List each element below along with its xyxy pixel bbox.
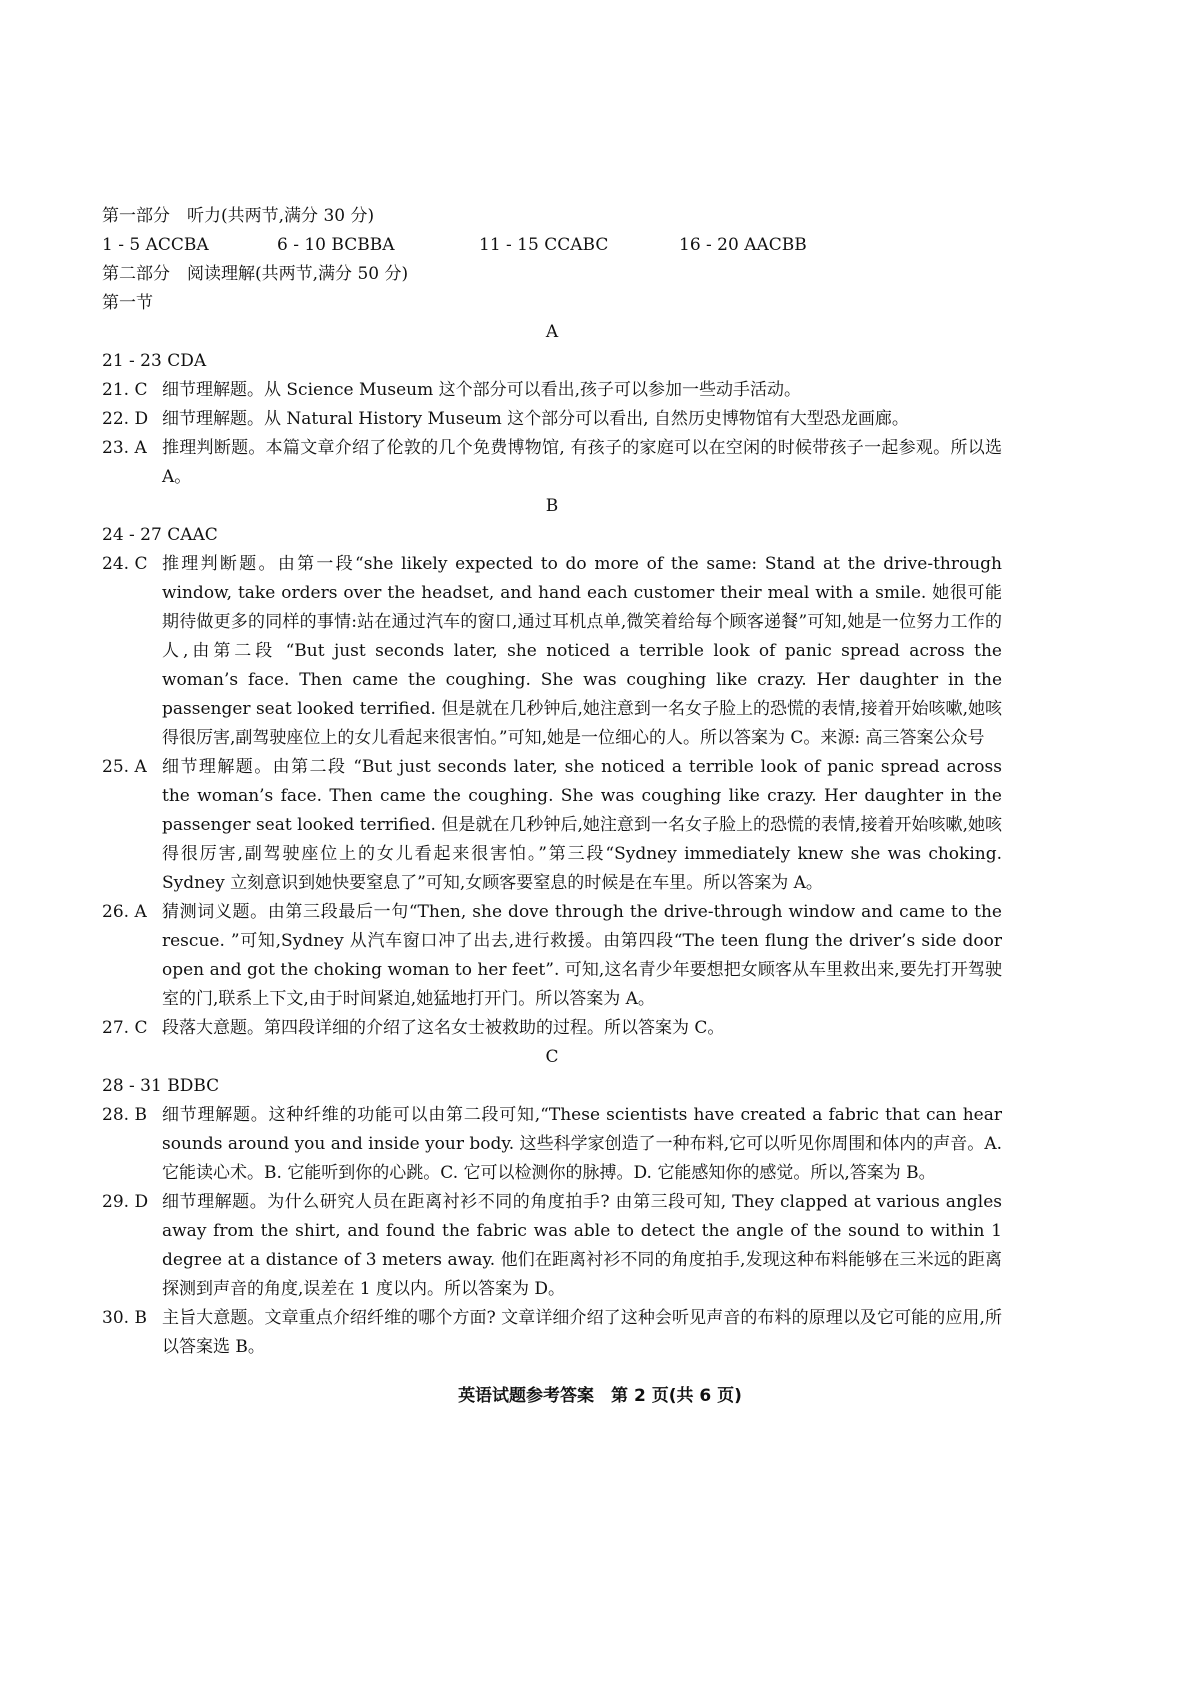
- answer-explanation: 段落大意题。第四段详细的介绍了这名女士被救助的过程。所以答案为 C。: [162, 1018, 725, 1038]
- answer-number: 26. A: [102, 902, 147, 922]
- answer-number: 25. A: [102, 757, 147, 777]
- passage-b-range: 24 - 27 CAAC: [102, 525, 218, 545]
- passage-c-letter: C: [545, 1047, 559, 1067]
- answer-number: 23. A: [102, 438, 147, 458]
- passage-a-range: 21 - 23 CDA: [102, 351, 207, 371]
- answer-item: [102, 898, 1002, 1014]
- answer-item: [102, 1188, 1002, 1304]
- passage-b-letter: B: [545, 496, 559, 516]
- answer-number: 22. D: [102, 409, 149, 429]
- answer-item: [102, 550, 1002, 753]
- page-footer: 英语试题参考答案 第 2 页(共 6 页): [458, 1386, 742, 1406]
- answer-explanation: 细节理解题。由第二段 “But just seconds later, she noticed a terrible look of panic spread across the woman’s face. Then came the coughing. She was coughing like crazy. Her daughter in the passenger seat looked terrified. 但是就在几秒钟后,她注意到一名女子脸上的恐慌的表情,接着开始咳嗽,她咳得很厉害,副驾驶座位上的女儿看起来很害怕。”第三段“Sydney immediately knew she was choking. Sydney 立刻意识到她快要窒息了”可知,女顾客要窒息的时候是在车里。所以答案为 A。: [162, 757, 1002, 893]
- answer-item: [102, 1101, 1002, 1188]
- answer-item: [102, 1014, 1002, 1043]
- answer-explanation: 推理判断题。本篇文章介绍了伦敦的几个免费博物馆, 有孩子的家庭可以在空闲的时候带孩子一起参观。所以选 A。: [162, 438, 1002, 487]
- answer-item: [102, 376, 1002, 405]
- answer-explanation: 细节理解题。为什么研究人员在距离衬衫不同的角度拍手? 由第三段可知, They clapped at various angles away from the shirt, and found the fabric was able to detect the angle of the sound to within 1 degree at a distance of 3 meters away. 他们在距离衬衫不同的角度拍手,发现这种布料能够在三米远的距离探测到声音的角度,误差在 1 度以内。所以答案为 D。: [162, 1192, 1002, 1299]
- answer-number: 27. C: [102, 1018, 148, 1038]
- section1-heading: 第一节: [102, 293, 153, 313]
- answer-explanation: 主旨大意题。文章重点介绍纤维的哪个方面? 文章详细介绍了这种会听见声音的布料的原理以及它可能的应用,所以答案选 B。: [162, 1308, 1002, 1357]
- answer-explanation: 细节理解题。从 Science Museum 这个部分可以看出,孩子可以参加一些动手活动。: [162, 380, 802, 400]
- passage-a-letter: A: [545, 322, 559, 342]
- answer-item: [102, 1304, 1002, 1362]
- listening-key-3: 11 - 15 CCABC: [479, 235, 609, 255]
- answer-item: [102, 753, 1002, 898]
- part2-heading: 第二部分 阅读理解(共两节,满分 50 分): [102, 264, 409, 284]
- listening-answer-keys: [102, 231, 1002, 260]
- answer-explanation: 细节理解题。从 Natural History Museum 这个部分可以看出, 自然历史博物馆有大型恐龙画廊。: [162, 409, 909, 429]
- passage-c-range: 28 - 31 BDBC: [102, 1076, 220, 1096]
- answer-content: [102, 202, 1002, 1362]
- listening-key-4: 16 - 20 AACBB: [679, 235, 807, 255]
- part1-heading: 第一部分 听力(共两节,满分 30 分): [102, 206, 375, 226]
- answer-number: 30. B: [102, 1308, 147, 1328]
- listening-key-2: 6 - 10 BCBBA: [277, 235, 395, 255]
- answer-explanation: 推理判断题。由第一段“she likely expected to do more of the same: Stand at the drive-through window, take orders over the headset, and hand each customer their meal with a smile. 她很可能期待做更多的同样的事情:站在通过汽车的窗口,通过耳机点单,微笑着给每个顾客递餐”可知,她是一位努力工作的人,由第二段 “But just seconds later, she noticed a terrible look of panic spread across the woman’s face. Then came the coughing. She was coughing like crazy. Her daughter in the passenger seat looked terrified. 但是就在几秒钟后,她注意到一名女子脸上的恐慌的表情,接着开始咳嗽,她咳得很厉害,副驾驶座位上的女儿看起来很害怕。”可知,她是一位细心的人。所以答案为 C。来源: 高三答案公众号: [162, 554, 1002, 748]
- answer-explanation: 猜测词义题。由第三段最后一句“Then, she dove through the drive-through window and came to the rescue. ”可知,Sydney 从汽车窗口冲了出去,进行救援。由第四段“The teen flung the driver’s side door open and got the choking woman to her feet”. 可知,这名青少年要想把女顾客从车里救出来,要先打开驾驶室的门,联系上下文,由于时间紧迫,她猛地打开门。所以答案为 A。: [162, 902, 1002, 1009]
- answer-number: 24. C: [102, 554, 148, 574]
- answer-number: 29. D: [102, 1192, 149, 1212]
- listening-key-1: 1 - 5 ACCBA: [102, 235, 209, 255]
- answer-explanation: 细节理解题。这种纤维的功能可以由第二段可知,“These scientists have created a fabric that can hear sounds around you and inside your body. 这些科学家创造了一种布料,它可以听见你周围和体内的声音。A. 它能读心术。B. 它能听到你的心跳。C. 它可以检测你的脉搏。D. 它能感知你的感觉。所以,答案为 B。: [162, 1105, 1002, 1183]
- answer-item: [102, 434, 1002, 492]
- answer-number: 28. B: [102, 1105, 147, 1125]
- answer-number: 21. C: [102, 380, 148, 400]
- answer-item: [102, 405, 1002, 434]
